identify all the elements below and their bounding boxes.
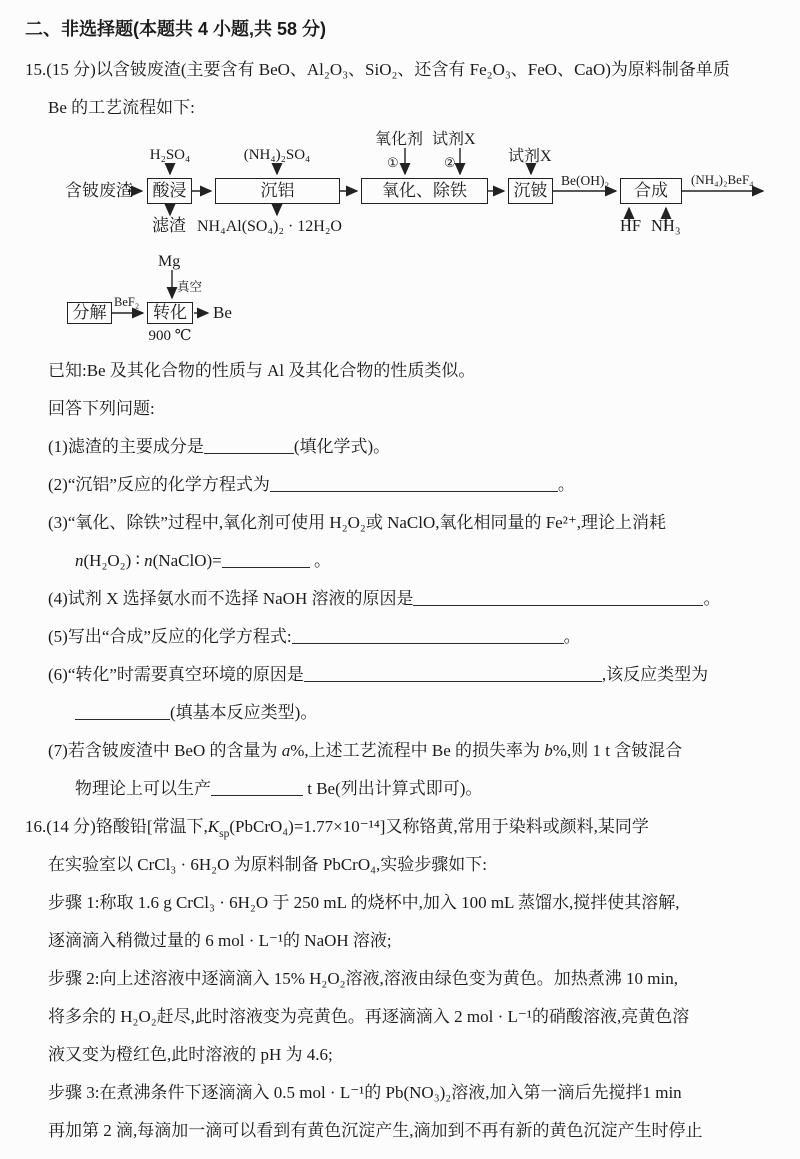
q16-step1-line2: 逐滴滴入稍微过量的 6 mol · L⁻¹的 NaOH 溶液; [48, 931, 392, 950]
question-6-line2: (填基本反应类型)。 [75, 702, 317, 724]
reagent-oxidant: 氧化剂 [375, 131, 424, 148]
condition-900c: 900 ℃ [148, 328, 192, 344]
answer-blank [204, 437, 294, 454]
q16-intro-line2: 在实验室以 CrCl₃ · 6H₂O 为原料制备 PbCrO₄,实验步骤如下: [48, 855, 488, 874]
q16-step2-line3: 液又变为橙红色,此时溶液的 pH 为 4.6; [48, 1045, 333, 1064]
question-7-line1: (7)若含铍废渣中 BeO 的含量为 a%,上述工艺流程中 Be 的损失率为 b%,则 1 t 含铍混合 [48, 741, 683, 760]
answer-prompt: 回答下列问题: [48, 399, 155, 418]
q16-step1-line1: 步骤 1:称取 1.6 g CrCl₃ · 6H₂O 于 250 mL 的烧杯中,加入 100 mL 蒸馏水,搅拌使其溶解, [48, 893, 680, 912]
process-diagram [28, 128, 788, 356]
question-5: (5)写出“合成”反应的化学方程式: 。 [48, 627, 581, 646]
question-3-line1: (3)“氧化、除铁”过程中,氧化剂可使用 H₂O₂或 NaClO,氧化相同量的 Fe²⁺,理论上消耗 [48, 513, 667, 532]
alum-label: NH₄Al(SO₄)₂ · 12H₂O [197, 218, 342, 235]
question-7-line2: 物理论上可以生产 t Be(列出计算式即可)。 [75, 779, 483, 798]
q16-step2-line2: 将多余的 H₂O₂赶尽,此时溶液变为亮黄色。再逐滴滴入 2 mol · L⁻¹的硝酸溶液,亮黄色溶 [48, 1007, 690, 1026]
vacuum-label: 真空 [177, 280, 203, 294]
circled-2-icon: ② [444, 155, 456, 170]
question-2: (2)“沉铝”反应的化学方程式为 。 [48, 475, 575, 494]
q16-step3-line1: 步骤 3:在煮沸条件下逐滴滴入 0.5 mol · L⁻¹的 Pb(NO₃)₂溶液,加入第一滴后先搅拌1 min [48, 1083, 682, 1102]
reagent-hf: HF [620, 216, 642, 235]
answer-blank [270, 475, 558, 492]
known-note: 已知:Be 及其化合物的性质与 Al 及其化合物的性质类似。 [48, 361, 476, 380]
process-box-precipitate-be: 沉铍 [508, 178, 553, 204]
bef2-label: BeF₂ [114, 295, 140, 309]
section-header: 二、非选择题(本题共 4 小题,共 58 分) [25, 19, 327, 39]
q16-intro-line1: 16.(14 分)铬酸铅[常温下$,K_{sp}(PbCrO_4)=1.77\times 10^{-14}$]又称铬黄,常用于染料或颜料,某同学 [25, 817, 649, 840]
feed-label: 含铍废渣 [65, 181, 133, 200]
answer-blank [413, 589, 703, 606]
process-box-acid-leach: 酸浸 [147, 178, 192, 204]
process-box-decompose: 分解 [67, 302, 112, 324]
question-6-line1: (6)“转化”时需要真空环境的原因是 ,该反应类型为 [48, 665, 709, 684]
answer-blank [222, 551, 310, 568]
q16-step3-line2: 再加第 2 滴,每滴加一滴可以看到有黄色沉淀产生,滴加到不再有新的黄色沉淀产生时停止 [48, 1121, 703, 1140]
reagent-mg: Mg [158, 253, 181, 270]
process-box-oxidize-remove-fe: 氧化、除铁 [361, 178, 488, 204]
process-box-synthesis: 合成 [620, 178, 682, 204]
reagent-x-label-2: 试剂X [508, 148, 552, 165]
question-1: (1)滤渣的主要成分是 (填化学式)。 [48, 437, 391, 456]
process-box-convert: 转化 [147, 302, 193, 324]
question-4: (4)试剂 X 选择氨水而不选择 NaOH 溶液的原因是 。 [48, 589, 721, 608]
q16-step2-line1: 步骤 2:向上述溶液中逐滴滴入 15% H₂O₂溶液,溶液由绿色变为黄色。加热煮沸 10 min, [48, 969, 678, 988]
residue-label: 滤渣 [152, 216, 186, 235]
product-be-label: Be [213, 303, 232, 322]
answer-blank [211, 779, 303, 796]
circled-1-icon: ① [387, 155, 399, 170]
reagent-x-label-1: 试剂X [432, 131, 476, 148]
q15-intro-line1: 15.(15 分)以含铍废渣(主要含有 BeO、Al₂O₃、SiO₂、还含有 Fe₂O₃、FeO、CaO)为原料制备单质 [25, 60, 730, 79]
nh42bef4-label: (NH₄)₂BeF₄ [691, 172, 754, 187]
reagent-nh3: NH₃ [651, 216, 681, 235]
question-3-line2: n(H₂O₂) ∶ n(NaClO)= 。 [75, 551, 331, 570]
answer-blank [75, 703, 170, 720]
beoh2-label: Be(OH)₂ [561, 173, 610, 188]
reagent-h2so4: H₂SO₄ [149, 147, 191, 163]
reagent-nh42so4: (NH₄)₂SO₄ [243, 147, 311, 163]
answer-blank [292, 627, 564, 644]
q15-intro-line2: Be 的工艺流程如下: [48, 98, 195, 117]
process-box-precipitate-al: 沉铝 [215, 178, 340, 204]
answer-blank [304, 665, 602, 682]
